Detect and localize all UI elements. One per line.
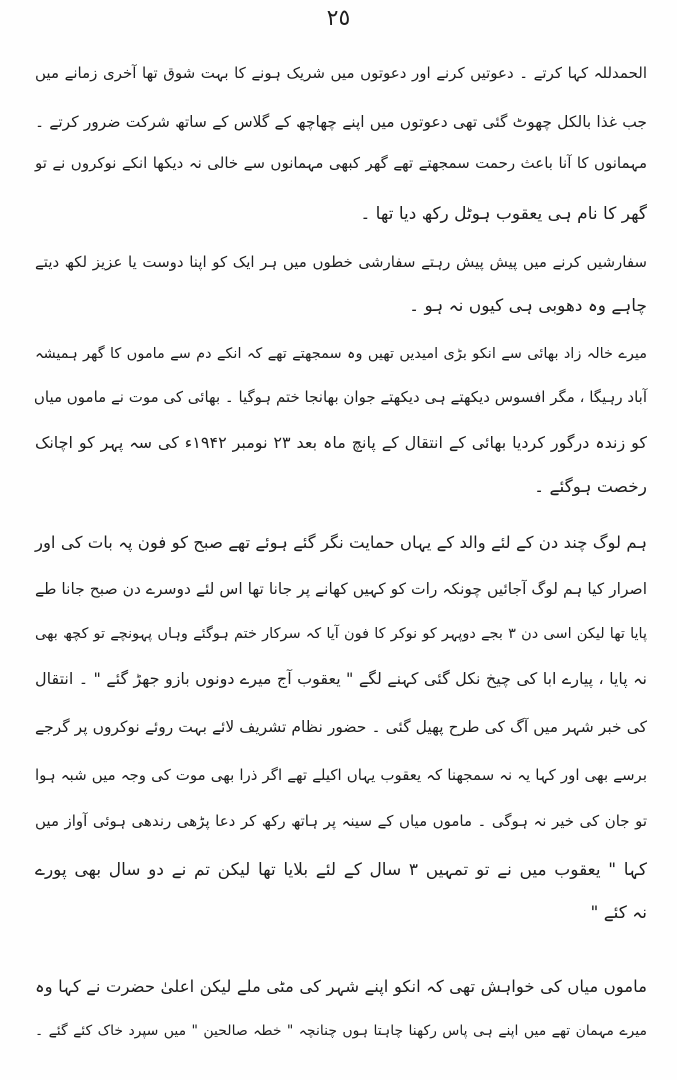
text-line: کہا " یعقوب میں نے تو تمہیں ۳ سال کے لئے بلایا تھا لیکن تم نے دو سال بھی پورے [35, 860, 647, 880]
text-line: میرے خالہ زاد بھائی سے انکو بڑی امیدیں تھیں وہ سمجھتے تھے کہ انکے دم سے ماموں کا گھر ہمیشہ [35, 346, 647, 362]
text-line: پایا تھا لیکن اسی دن ۳ بجے دوپہر کو نوکر کا فون آیا کہ سرکار ختم ہوگئے وہاں پہونچے تو کچھ بھی [35, 626, 647, 642]
text-line: تو جان کی خیر نہ ہوگی ۔ ماموں میاں کے سینہ پر ہاتھ رکھ کر دعا پڑھی رندھی ہوئی آواز میں [35, 812, 647, 830]
text-line: چاہے وہ دھوبی ہی کیوں نہ ہو ۔ [409, 296, 647, 316]
text-line: برسے بھی اور کہا یہ نہ سمجھنا کہ یعقوب یہاں اکیلے تھے اگر ذرا بھی موت کی وجہ میں شبہ ہوا [35, 766, 647, 784]
text-line: کو زندہ درگور کردیا بھائی کے انتقال کے پانچ ماہ بعد ۲۳ نومبر ۱۹۴۲ء کی سہ پہر کو اچانک [35, 433, 648, 452]
text-line: الحمدللہ کہا کرتے ۔ دعوتیں کرنے اور دعوتوں میں شریک ہونے کا بہت شوق تھا آخری زمانے میں [35, 64, 647, 82]
text-line: نہ کئے " [590, 903, 647, 923]
text-line: آباد رہیگا ، مگر افسوس دیکھتے ہی دیکھتے جوان بھانجا ختم ہوگیا ۔ بھائی کی موت نے ماموں میاں [33, 388, 647, 406]
text-line: اصرار کیا ہم لوگ آجائیں چونکہ رات کو کہیں کھانے پر جانا تھا اس لئے دوسرے دن صبح جانا طے [35, 580, 647, 598]
text-line: رخصت ہوگئے ۔ [534, 477, 647, 497]
text-line: نہ پایا ، پیارے ابا کی چیخ نکل گئی کہنے لگے " یعقوب آج میرے دونوں بازو جھڑ گئے " ۔ انتقال [35, 669, 647, 688]
text-line: مہمانوں کا آنا باعث رحمت سمجھتے تھے گھر کبھی مہمانوں سے خالی نہ دیکھا انکے نوکروں نے تو [35, 154, 647, 172]
text-line: میرے مہمان تھے میں اپنے ہی پاس رکھنا چاہتا ہوں چنانچہ " خطہ صالحین " میں سپرد خاک کئے گئے ۔ [35, 1023, 647, 1039]
page-number: ٢٥ [326, 6, 351, 31]
text-line: گھر کا نام ہی یعقوب ہوٹل رکھ دیا تھا ۔ [360, 204, 647, 224]
text-line: کی خبر شہر میں آگ کی طرح پھیل گئی ۔ حضور نظام تشریف لائے بہت روئے نوکروں پر گرجے [35, 718, 647, 736]
text-line: ماموں میاں کی خواہش تھی کہ انکو اپنے شہر کی مٹی ملے لیکن اعلیٰ حضرت نے کہا وہ [35, 977, 647, 996]
text-line: سفارشیں کرنے میں پیش پیش رہتے سفارشی خطوں میں ہر ایک کو اپنا دوست یا عزیز لکھ دیتے [35, 253, 647, 271]
text-line: ہم لوگ چند دن کے لئے والد کے یہاں حمایت نگر گئے ہوئے تھے صبح کو فون پہ بات کی اور [35, 533, 647, 552]
text-line: جب غذا بالکل چھوٹ گئی تھی دعوتوں میں اپنے چھاچھ کے گلاس کے ساتھ شرکت ضرور کرتے ۔ [35, 113, 647, 131]
